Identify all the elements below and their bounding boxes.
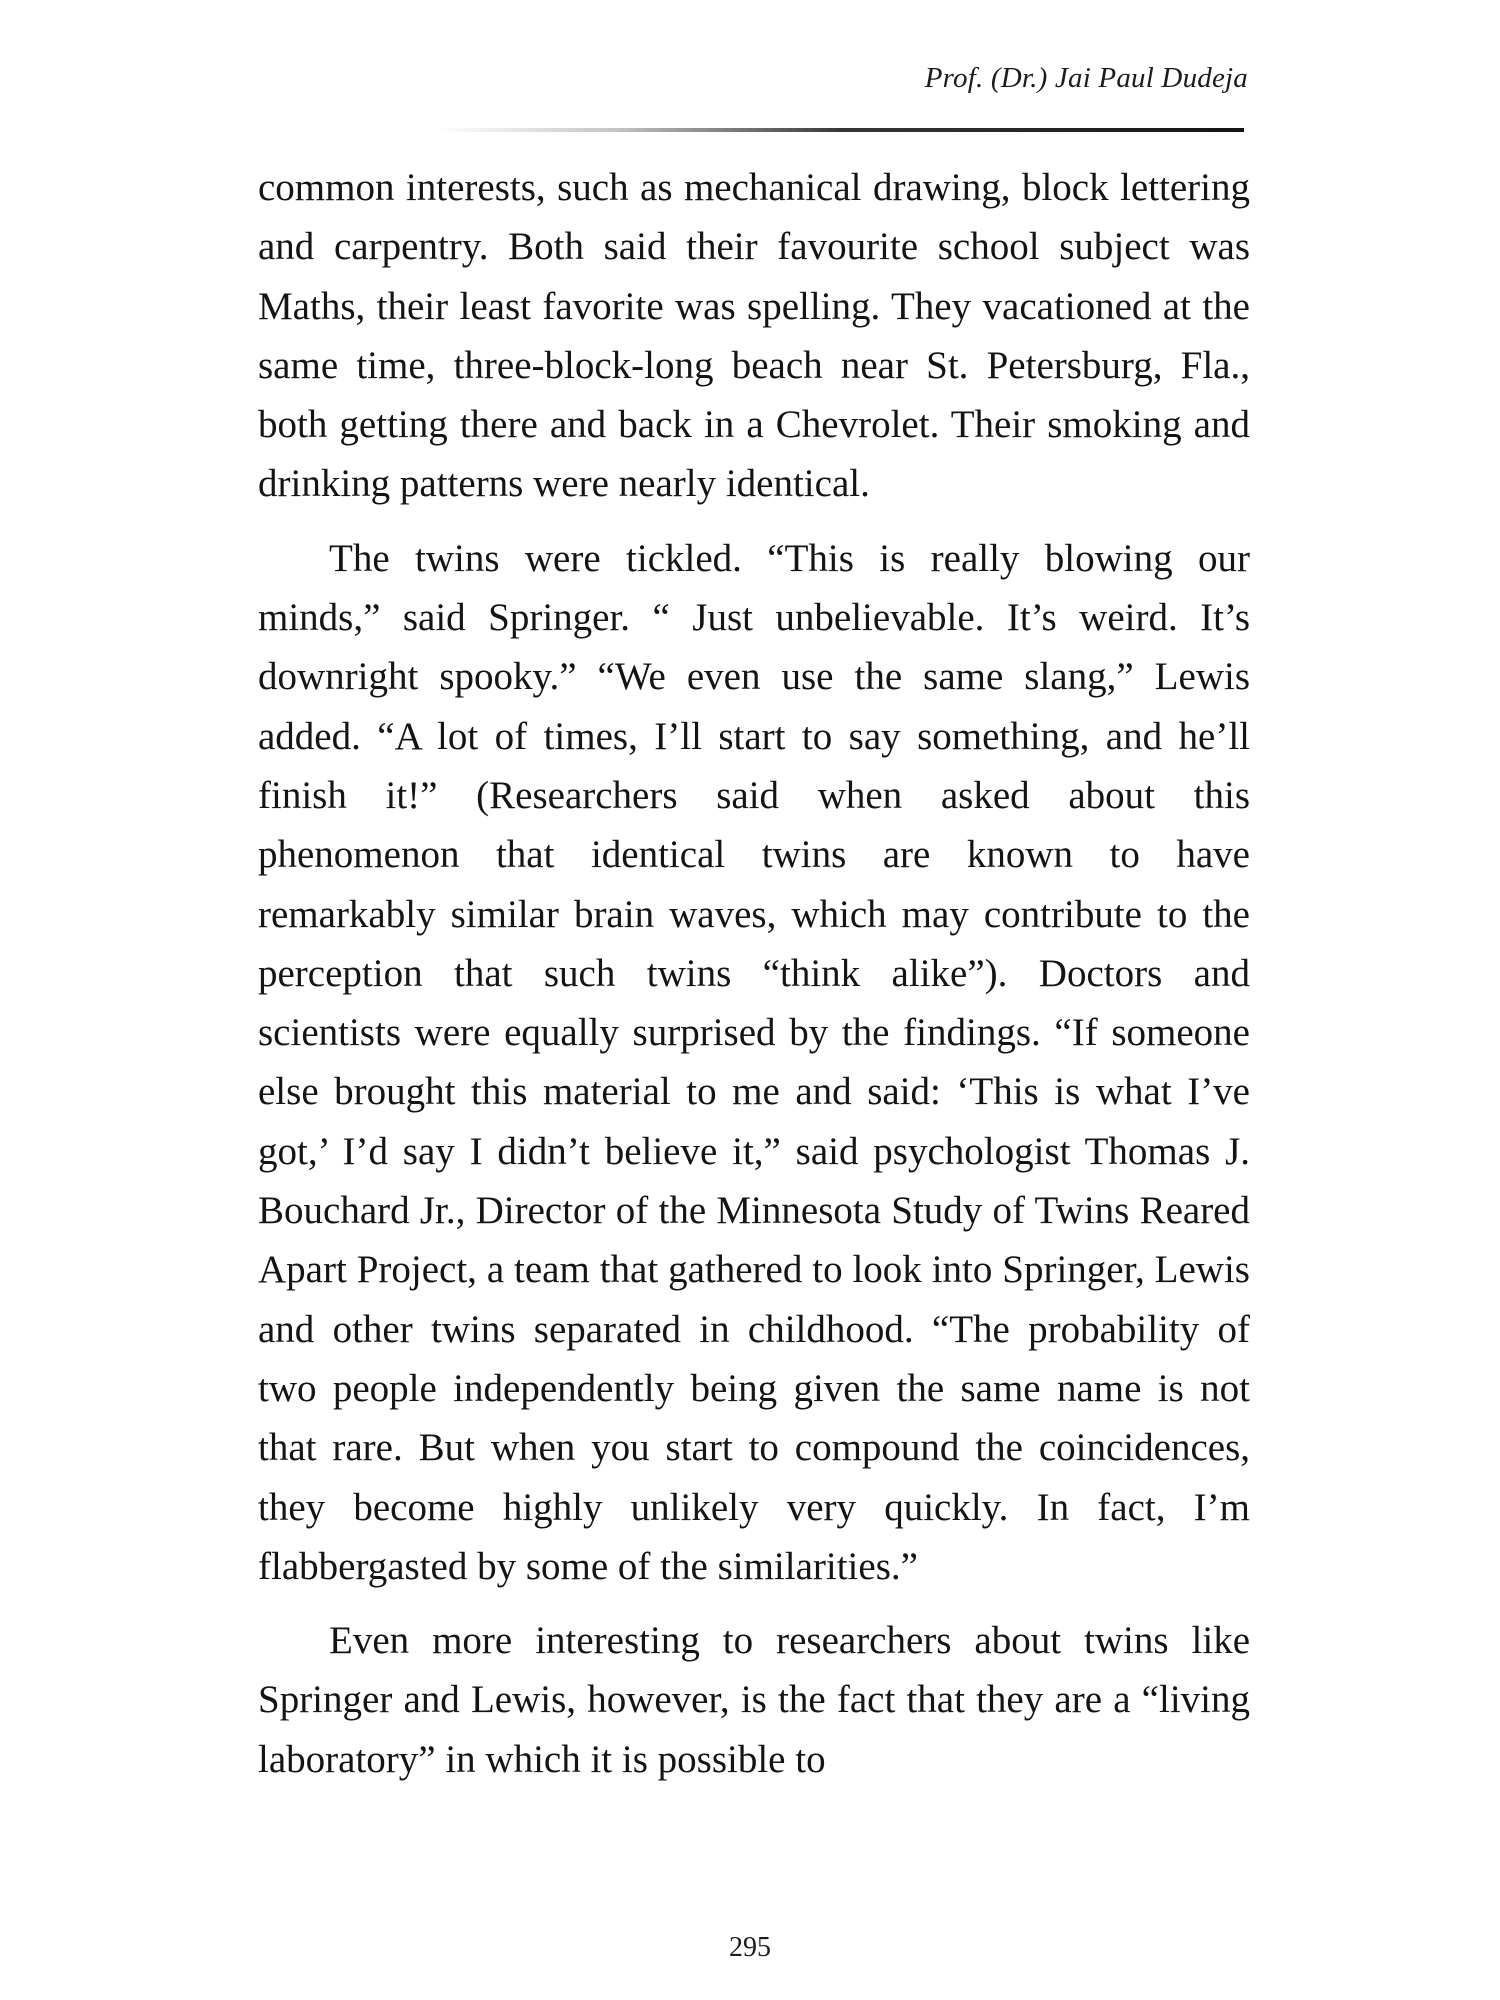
paragraph: Even more interesting to researchers about twins like Springer and Lewis, however, is the fact that they are a “living laboratory” in which it is possible to xyxy=(258,1619,1250,1781)
running-header-author: Prof. (Dr.) Jai Paul Dudeja xyxy=(924,62,1248,94)
page-number: 295 xyxy=(729,1932,771,1963)
body-text xyxy=(258,158,1250,1789)
header-rule xyxy=(438,128,1244,132)
paragraph: The twins were tickled. “This is really blowing our minds,” said Springer. “ Just unbelievable. It’s weird. It’s downright spooky.” “We even use the same slang,” Lewis added. “A lot of times, I’ll start to say something, and he’ll finish it!” (Researchers said when asked about this phenomenon that identical twins are known to have remarkably similar brain waves, which may contribute to the perception that such twins “think alike”). Doctors and scientists were equally surprised by the findings. “If someone else brought this material to me and said: ‘This is what I’ve got,’ I’d say I didn’t believe it,” said psychologist Thomas J. Bouchard Jr., Director of the Minnesota Study of Twins Reared Apart Project, a team that gathered to look into Springer, Lewis and other twins separated in childhood. “The probability of two people independently being given the same name is not that rare. But when you start to compound the coincidences, they become highly unlikely very quickly. In fact, I’m flabbergasted by some of the similarities.” xyxy=(258,536,1250,1588)
paragraph: common interests, such as mechanical drawing, block lettering and carpentry. Both said their favourite school subject was Maths, their least favorite was spelling. They vacationed at the same time, three-block-long beach near St. Petersburg, Fla., both getting there and back in a Chevrolet. Their smoking and drinking patterns were nearly identical. xyxy=(258,166,1250,506)
